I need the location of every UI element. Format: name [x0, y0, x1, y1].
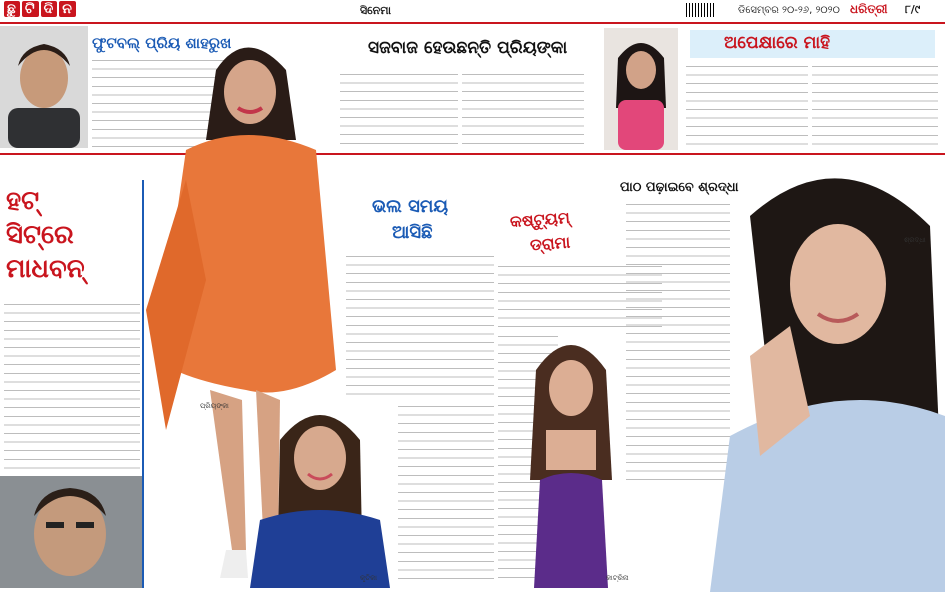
masthead	[4, 1, 78, 17]
mahi-body-col1	[686, 62, 808, 148]
mahi-photo	[604, 28, 678, 150]
madhavan-body	[4, 300, 140, 470]
masthead-letter: ଦି	[41, 1, 58, 17]
priyanka-caption: ପ୍ରିୟଙ୍କା	[200, 402, 229, 410]
katrina-caption: କାଟ୍ରିନା	[606, 574, 629, 582]
madhavan-photo	[0, 476, 142, 588]
kritika-photo	[250, 400, 390, 588]
madhavan-title-line3: ମାଧବନ୍	[6, 254, 85, 284]
shahrukh-title: ଫୁଟବଲ୍ ପ୍ରିୟ ଶାହରୁଖ	[92, 34, 232, 52]
good-time-body-col2	[398, 402, 494, 582]
costume-title-line1: କଷ୍ଟ୍ୟୁମ୍	[509, 207, 571, 232]
shraddha-title: ପାଠ ପଢ଼ାଇବେ ଶ୍ରଦ୍ଧା	[620, 180, 739, 195]
newspaper-brand: ଧରିତ୍ରୀ	[850, 2, 888, 16]
barcode-icon	[686, 3, 716, 17]
priyanka-body-col1	[340, 70, 458, 150]
dateline: ଡିସେମ୍ବର ୨୦-୨୬, ୨୦୨୦	[738, 5, 840, 16]
masthead-letter: ଛୁ	[4, 1, 20, 17]
good-time-title-line2: ଆସିଛି	[392, 222, 433, 243]
shraddha-photo	[690, 156, 945, 592]
kritika-caption: କୃତିକା	[360, 574, 377, 582]
madhavan-title-line1: ହଟ୍	[6, 186, 40, 216]
priyanka-title: ସଜବାଜ ହେଉଛନ୍ତି ପ୍ରିୟଙ୍କା	[368, 38, 568, 58]
masthead-letter: ଟି	[22, 1, 39, 17]
costume-title-line2: ଡ୍ରାମା	[529, 232, 571, 255]
madhavan-title-line2: ସିଟ୍‌ରେ	[6, 220, 74, 250]
mahi-body-col2	[812, 62, 938, 148]
page-number: ୮/୯	[905, 3, 921, 16]
divider	[0, 153, 945, 155]
mahi-title: ଅପେକ୍ଷାରେ ମାହି	[724, 33, 831, 53]
good-time-body-col1	[346, 252, 494, 402]
section-name: ସିନେମା	[360, 4, 391, 17]
good-time-title-line1: ଭଲ ସମୟ	[372, 196, 449, 217]
masthead-letter: ନ	[59, 1, 76, 17]
priyanka-body-col2	[462, 70, 584, 150]
shahrukh-photo	[0, 26, 88, 148]
katrina-photo	[516, 330, 626, 588]
shraddha-caption: ଶ୍ରଦ୍ଧା	[904, 236, 926, 244]
